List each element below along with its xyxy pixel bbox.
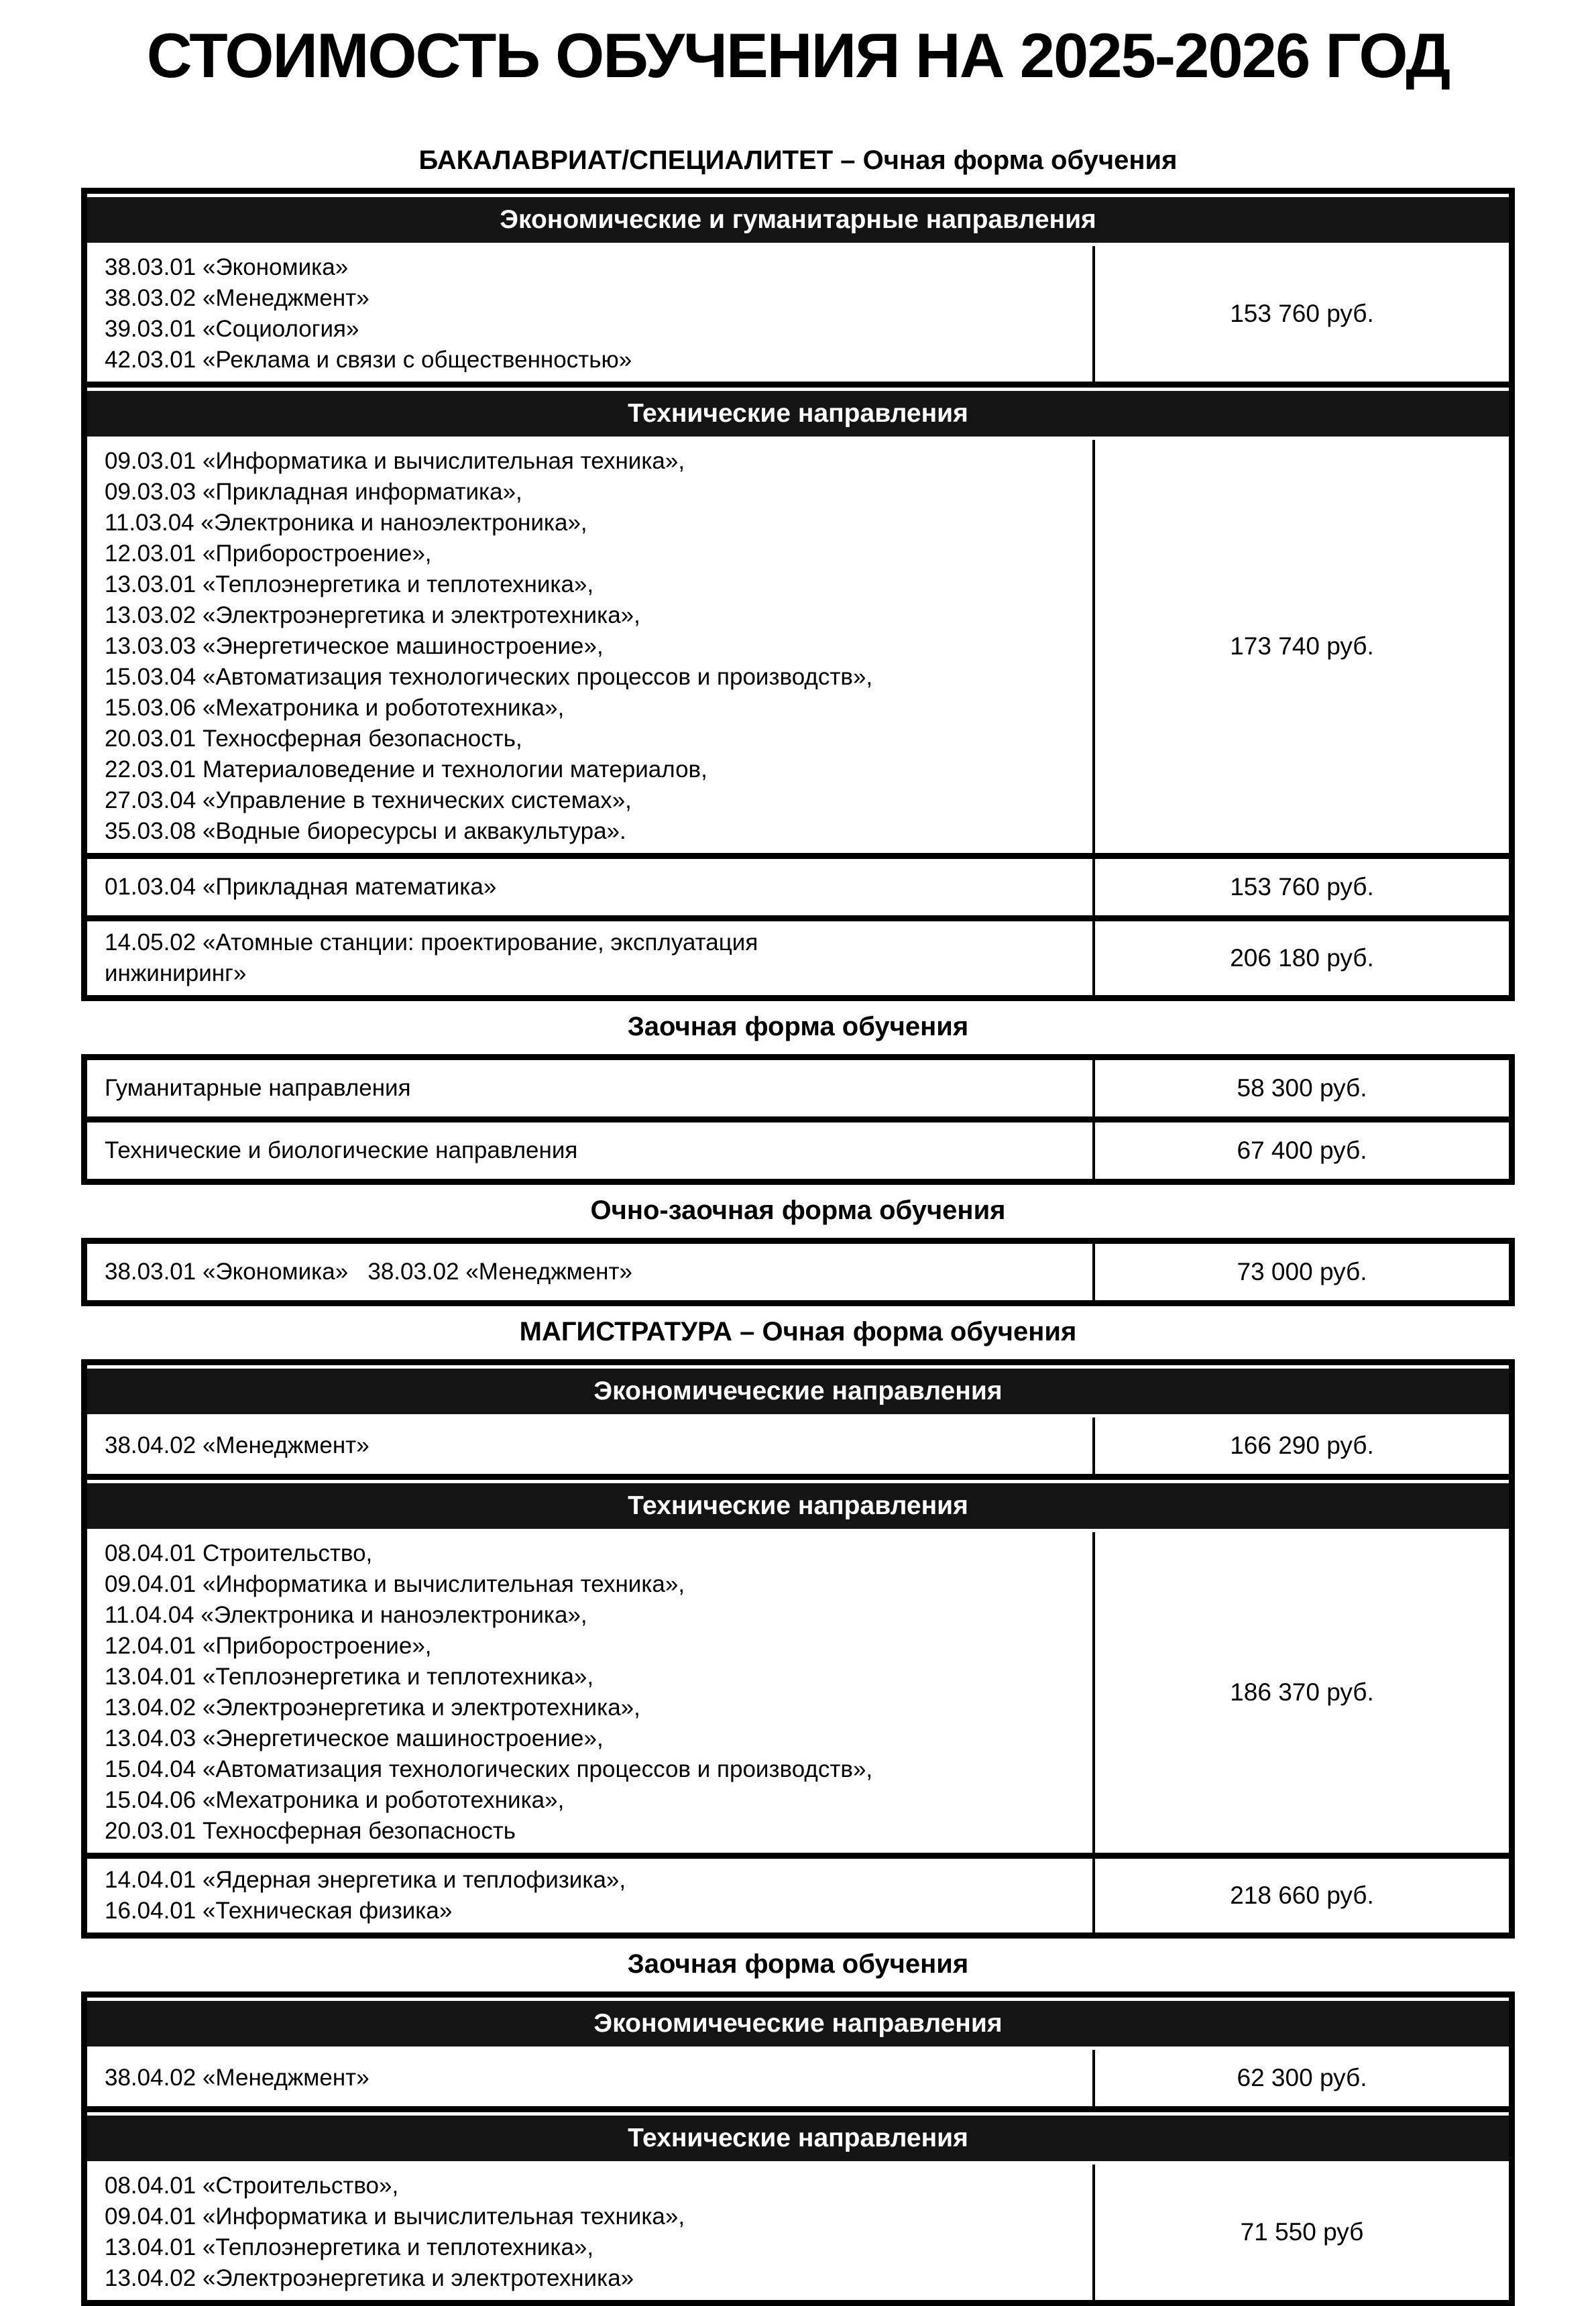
program-line: 13.03.03 «Энергетическое машиностроение», [105,632,604,659]
program-cell [87,1859,1095,1933]
table-row [87,246,1509,388]
program-line: 20.03.01 Техносферная безопасность, [105,725,522,752]
table-row [87,1244,1509,1300]
program-line: 09.04.01 «Информатика и вычислительная техника», [105,1570,685,1597]
program-line: 13.03.02 «Электроэнергетика и электротехника», [105,601,640,628]
program-line: 27.03.04 «Управление в технических системах», [105,787,632,813]
price-text: 153 760 руб. [1230,299,1374,327]
table-row [87,921,1509,995]
table-row [87,1122,1509,1179]
program-line: 38.03.02 «Менеджмент» [105,284,369,311]
program-line: 38.03.01 «Экономика» 38.03.02 «Менеджмент» [105,1258,633,1285]
program-line: 13.04.02 «Электроэнергетика и электротехника», [105,1694,640,1721]
program-line: 16.04.01 «Техническая физика» [105,1897,453,1924]
price-text: 173 740 руб. [1230,632,1374,660]
program-line: 08.04.01 «Строительство», [105,2172,399,2199]
category-band: Экономичеческие направления [87,1369,1509,1414]
category-band: Технические направления [87,391,1509,437]
program-line: 15.04.06 «Мехатроника и робототехника», [105,1786,565,1813]
table-row [87,859,1509,921]
table-row [87,2050,1509,2112]
sections-container [0,146,1596,2306]
price-text: 186 370 руб. [1230,1678,1374,1706]
table-row [87,1532,1509,1859]
price-cell [1095,440,1509,853]
program-line: 35.03.08 «Водные биоресурсы и аквакультура». [105,817,626,844]
program-cell [87,859,1095,915]
price-text: 206 180 руб. [1230,943,1374,972]
program-cell [87,2050,1095,2106]
program-line: инжиниринг» [105,960,247,986]
program-line: 12.03.01 «Приборостроение», [105,540,432,567]
section-heading: Заочная форма обучения [627,1011,969,1041]
page-title: СТОИМОСТЬ ОБУЧЕНИЯ НА 2025-2026 ГОД [146,20,1450,91]
price-table [81,1992,1515,2306]
price-cell [1095,921,1509,995]
program-line: 09.04.01 «Информатика и вычислительная техника», [105,2203,685,2230]
program-line: 11.04.04 «Электроника и наноэлектроника», [105,1601,587,1628]
program-cell [87,440,1095,853]
price-table [81,1054,1515,1185]
program-cell [87,1532,1095,1853]
category-band: Экономические и гуманитарные направления [87,197,1509,243]
program-line: 22.03.01 Материаловедение и технологии материалов, [105,756,707,783]
program-line: 13.04.03 «Энергетическое машиностроение», [105,1725,604,1751]
price-text: 62 300 руб. [1237,2063,1367,2091]
program-line: 15.03.04 «Автоматизация технологических процессов и производств», [105,663,873,690]
price-table [81,1359,1515,1939]
program-line: 13.03.01 «Теплоэнергетика и теплотехника», [105,571,594,597]
program-line: 08.04.01 Строительство, [105,1540,373,1566]
program-line: 11.03.04 «Электроника и наноэлектроника», [105,509,587,536]
program-line: 13.04.01 «Теплоэнергетика и теплотехника», [105,1663,594,1690]
price-text: 166 290 руб. [1230,1431,1374,1459]
program-cell [87,1122,1095,1179]
price-cell [1095,1418,1509,1474]
program-line: Технические и биологические направления [105,1137,578,1163]
price-cell [1095,2165,1509,2300]
price-text: 67 400 руб. [1237,1136,1367,1164]
price-text: 73 000 руб. [1237,1257,1367,1285]
price-table [81,1238,1515,1306]
program-line: 09.03.03 «Прикладная информатика», [105,478,522,505]
section-heading: Очно-заочная форма обучения [590,1195,1006,1225]
category-band: Экономичеческие направления [87,2001,1509,2046]
program-line: 38.04.02 «Менеджмент» [105,1432,369,1458]
program-line: 42.03.01 «Реклама и связи с общественностью» [105,346,632,373]
program-line: 13.04.02 «Электроэнергетика и электротехника» [105,2264,634,2291]
price-text: 153 760 руб. [1230,872,1374,901]
section-heading: МАГИСТРАТУРА – Очная форма обучения [519,1316,1077,1346]
program-cell [87,1060,1095,1116]
price-cell [1095,1532,1509,1853]
category-band: Технические направления [87,2116,1509,2161]
category-band: Технические направления [87,1483,1509,1529]
price-cell [1095,246,1509,382]
program-line: 14.04.01 «Ядерная энергетика и теплофизика», [105,1866,626,1893]
price-text: 218 660 руб. [1230,1881,1374,1909]
program-line: 13.04.01 «Теплоэнергетика и теплотехника», [105,2234,594,2260]
program-line: 15.04.04 «Автоматизация технологических процессов и производств», [105,1755,873,1782]
price-cell [1095,1244,1509,1300]
program-cell [87,1244,1095,1300]
program-line: 12.04.01 «Приборостроение», [105,1632,432,1659]
table-row [87,440,1509,859]
table-row [87,1060,1509,1122]
program-line: 38.04.02 «Менеджмент» [105,2064,369,2091]
program-line: 38.03.01 «Экономика» [105,253,349,280]
table-row [87,1418,1509,1480]
program-line: 20.03.01 Техносферная безопасность [105,1817,516,1844]
price-cell [1095,1859,1509,1933]
program-line: 09.03.01 «Информатика и вычислительная техника», [105,447,685,474]
price-text: 71 550 руб [1240,2217,1364,2246]
program-cell [87,1418,1095,1474]
price-cell [1095,1122,1509,1179]
program-line: 14.05.02 «Атомные станции: проектирование, эксплуатация [105,929,758,956]
program-cell [87,246,1095,382]
section-heading: Заочная форма обучения [627,1949,969,1979]
program-line: Гуманитарные направления [105,1074,411,1101]
price-text: 58 300 руб. [1237,1074,1367,1102]
program-line: 01.03.04 «Прикладная математика» [105,873,497,900]
program-line: 39.03.01 «Социология» [105,315,359,342]
program-cell [87,921,1095,995]
price-cell [1095,2050,1509,2106]
table-row [87,1859,1509,1933]
program-line: 15.03.06 «Мехатроника и робототехника», [105,694,565,721]
price-table [81,188,1515,1001]
section-heading: БАКАЛАВРИАТ/СПЕЦИАЛИТЕТ – Очная форма обучения [418,145,1178,175]
table-row [87,2165,1509,2300]
program-cell [87,2165,1095,2300]
price-cell [1095,1060,1509,1116]
price-cell [1095,859,1509,915]
